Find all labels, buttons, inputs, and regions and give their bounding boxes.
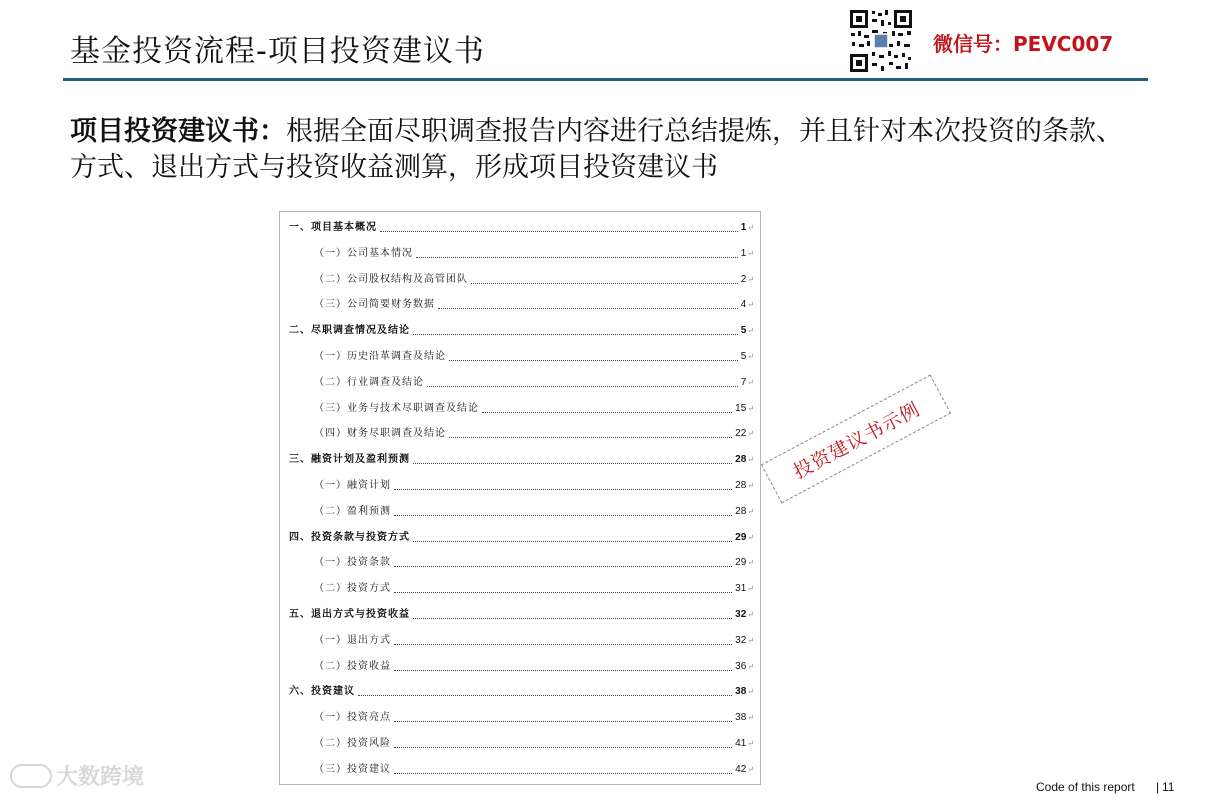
intro-text: 根据全面尽职调查报告内容进行总结提炼，并且针对本次投资的条款、方式、退出方式与投资收益测算，形成项目投资建议书: [70, 116, 1123, 183]
toc-entry: [314, 504, 754, 518]
paragraph-mark-icon: ↵: [747, 300, 754, 310]
paragraph-mark-icon: ↵: [747, 739, 754, 748]
toc-entry-label: （二）投资风险: [314, 738, 391, 749]
toc-entry-label: （一）公司基本情况: [314, 247, 413, 259]
toc-entry-page: 29: [735, 531, 747, 543]
toc-entry: [289, 530, 754, 544]
toc-entry: [314, 426, 754, 440]
toc-leader-dots: [358, 695, 732, 696]
toc-leader-dots: [427, 386, 738, 387]
toc-entry: [289, 220, 754, 234]
toc-entry-page: 31: [735, 583, 747, 595]
footer-page-number: 11: [1162, 780, 1175, 794]
wechat-id: 微信号：PEVC007: [933, 32, 1114, 56]
toc-entry: [289, 323, 754, 337]
toc-leader-dots: [394, 670, 732, 671]
toc-entry: [314, 478, 754, 492]
toc-entry-label: （一）退出方式: [314, 634, 391, 646]
toc-leader-dots: [413, 334, 738, 335]
toc-entry: [314, 297, 754, 311]
paragraph-mark-icon: ↵: [747, 326, 754, 336]
toc-entry-page: 38: [735, 686, 747, 698]
toc-leader-dots: [416, 257, 738, 258]
toc-entry-page: 1: [740, 247, 747, 259]
toc-entry-page: 15: [735, 402, 747, 414]
toc-entry-page: 28: [735, 454, 747, 466]
paragraph-mark-icon: ↵: [747, 506, 754, 516]
logo-icon: [10, 764, 52, 788]
toc-entry-label: （一）投资条款: [314, 557, 391, 569]
toc-document-page: [279, 211, 761, 785]
toc-entry: [314, 762, 754, 776]
toc-leader-dots: [449, 360, 738, 361]
toc-entry-page: 2: [740, 273, 747, 285]
toc-leader-dots: [394, 489, 732, 490]
toc-entry-page: 22: [735, 428, 747, 440]
toc-entry: [314, 736, 754, 750]
paragraph-mark-icon: ↵: [747, 352, 754, 361]
toc-entry: [314, 246, 754, 260]
toc-entry-label: （二）投资方式: [314, 583, 391, 595]
toc-leader-dots: [413, 541, 732, 542]
toc-leader-dots: [394, 721, 732, 722]
paragraph-mark-icon: ↵: [747, 764, 754, 774]
toc-entry-page: 28: [735, 480, 747, 491]
toc-entry-label: （二）投资收益: [314, 660, 391, 672]
toc-entry: [289, 452, 754, 466]
toc-entry-label: （二）公司股权结构及高管团队: [314, 273, 468, 285]
toc-entry-label: （一）融资计划: [314, 480, 391, 491]
toc-entry-label: （一）历史沿革调查及结论: [314, 351, 446, 362]
slide-title: 基金投资流程-项目投资建议书: [70, 34, 485, 69]
toc-leader-dots: [413, 618, 732, 619]
toc-entry: [314, 710, 754, 724]
paragraph-mark-icon: ↵: [747, 223, 754, 232]
toc-entry-page: 32: [735, 609, 747, 620]
toc-entry: [289, 684, 754, 698]
toc-entry-label: （二）盈利预测: [314, 505, 391, 517]
toc-entry-label: 五、退出方式与投资收益: [289, 609, 410, 620]
example-stamp: 投资建议书示例: [761, 375, 951, 504]
toc-entry: [314, 555, 754, 569]
toc-leader-dots: [449, 437, 732, 438]
toc-entry-label: 一、项目基本概况: [289, 222, 377, 233]
paragraph-mark-icon: ↵: [747, 635, 754, 645]
toc-leader-dots: [394, 515, 732, 516]
paragraph-mark-icon: ↵: [747, 377, 754, 387]
toc-entry-page: 7: [740, 376, 747, 388]
paragraph-mark-icon: ↵: [747, 610, 754, 619]
toc-entry-label: （二）行业调查及结论: [314, 376, 424, 388]
toc-entry: [314, 659, 754, 673]
toc-entry-label: （一）投资亮点: [314, 712, 391, 724]
toc-entry-page: 32: [735, 634, 747, 646]
toc-leader-dots: [394, 773, 732, 774]
paragraph-mark-icon: ↵: [747, 558, 754, 568]
paragraph-mark-icon: ↵: [747, 455, 754, 465]
paragraph-mark-icon: ↵: [747, 481, 754, 490]
toc-entry-label: （三）投资建议: [314, 763, 391, 775]
toc-leader-dots: [482, 412, 732, 413]
toc-entry-label: （三）业务与技术尽职调查及结论: [314, 402, 479, 414]
title-divider: [63, 78, 1148, 81]
toc-leader-dots: [438, 308, 738, 309]
toc-entry-page: 1: [740, 222, 747, 233]
toc-entry: [314, 581, 754, 595]
toc-entry-label: 六、投资建议: [289, 686, 355, 698]
toc-leader-dots: [394, 566, 732, 567]
toc-entry-page: 5: [740, 325, 747, 337]
toc-entry-page: 4: [740, 299, 747, 311]
toc-entry-page: 29: [735, 557, 747, 569]
paragraph-mark-icon: ↵: [747, 403, 754, 413]
toc-entry-page: 42: [735, 763, 747, 775]
toc-entry: [289, 607, 754, 621]
toc-leader-dots: [394, 644, 732, 645]
qr-code-icon: [848, 8, 914, 74]
toc-entry-label: 二、尽职调查情况及结论: [289, 325, 410, 337]
toc-entry-label: （四）财务尽职调查及结论: [314, 428, 446, 440]
toc-entry: [314, 349, 754, 363]
footer-code: Code of this report: [1036, 780, 1135, 794]
toc-leader-dots: [413, 463, 732, 464]
toc-entry-label: 四、投资条款与投资方式: [289, 531, 410, 543]
toc-leader-dots: [394, 592, 732, 593]
toc-entry-page: 36: [735, 660, 747, 672]
paragraph-mark-icon: ↵: [747, 532, 754, 542]
paragraph-mark-icon: ↵: [747, 274, 754, 284]
toc-entry: [314, 272, 754, 286]
watermark: [10, 760, 144, 791]
toc-entry-label: 三、融资计划及盈利预测: [289, 454, 410, 466]
toc-entry: [314, 375, 754, 389]
paragraph-mark-icon: ↵: [747, 429, 754, 439]
paragraph-mark-icon: ↵: [747, 584, 754, 594]
intro-label: 项目投资建议书：: [70, 116, 286, 147]
paragraph-mark-icon: ↵: [747, 713, 754, 723]
paragraph-mark-icon: ↵: [747, 248, 754, 258]
toc-entry: [314, 401, 754, 415]
paragraph-mark-icon: ↵: [747, 687, 754, 697]
toc-entry: [314, 633, 754, 647]
toc-leader-dots: [380, 231, 738, 232]
intro-paragraph: [70, 114, 1145, 186]
toc-leader-dots: [471, 283, 738, 284]
toc-entry-page: 5: [740, 351, 747, 362]
toc-entry-page: 28: [735, 505, 747, 517]
watermark-text: 大数跨境: [56, 765, 145, 790]
toc-leader-dots: [394, 747, 732, 748]
footer-separator: |: [1156, 780, 1160, 794]
toc-entry-page: 41: [735, 738, 747, 749]
paragraph-mark-icon: ↵: [747, 661, 754, 671]
toc-entry-page: 38: [735, 712, 747, 724]
toc-entry-label: （三）公司简要财务数据: [314, 299, 435, 311]
